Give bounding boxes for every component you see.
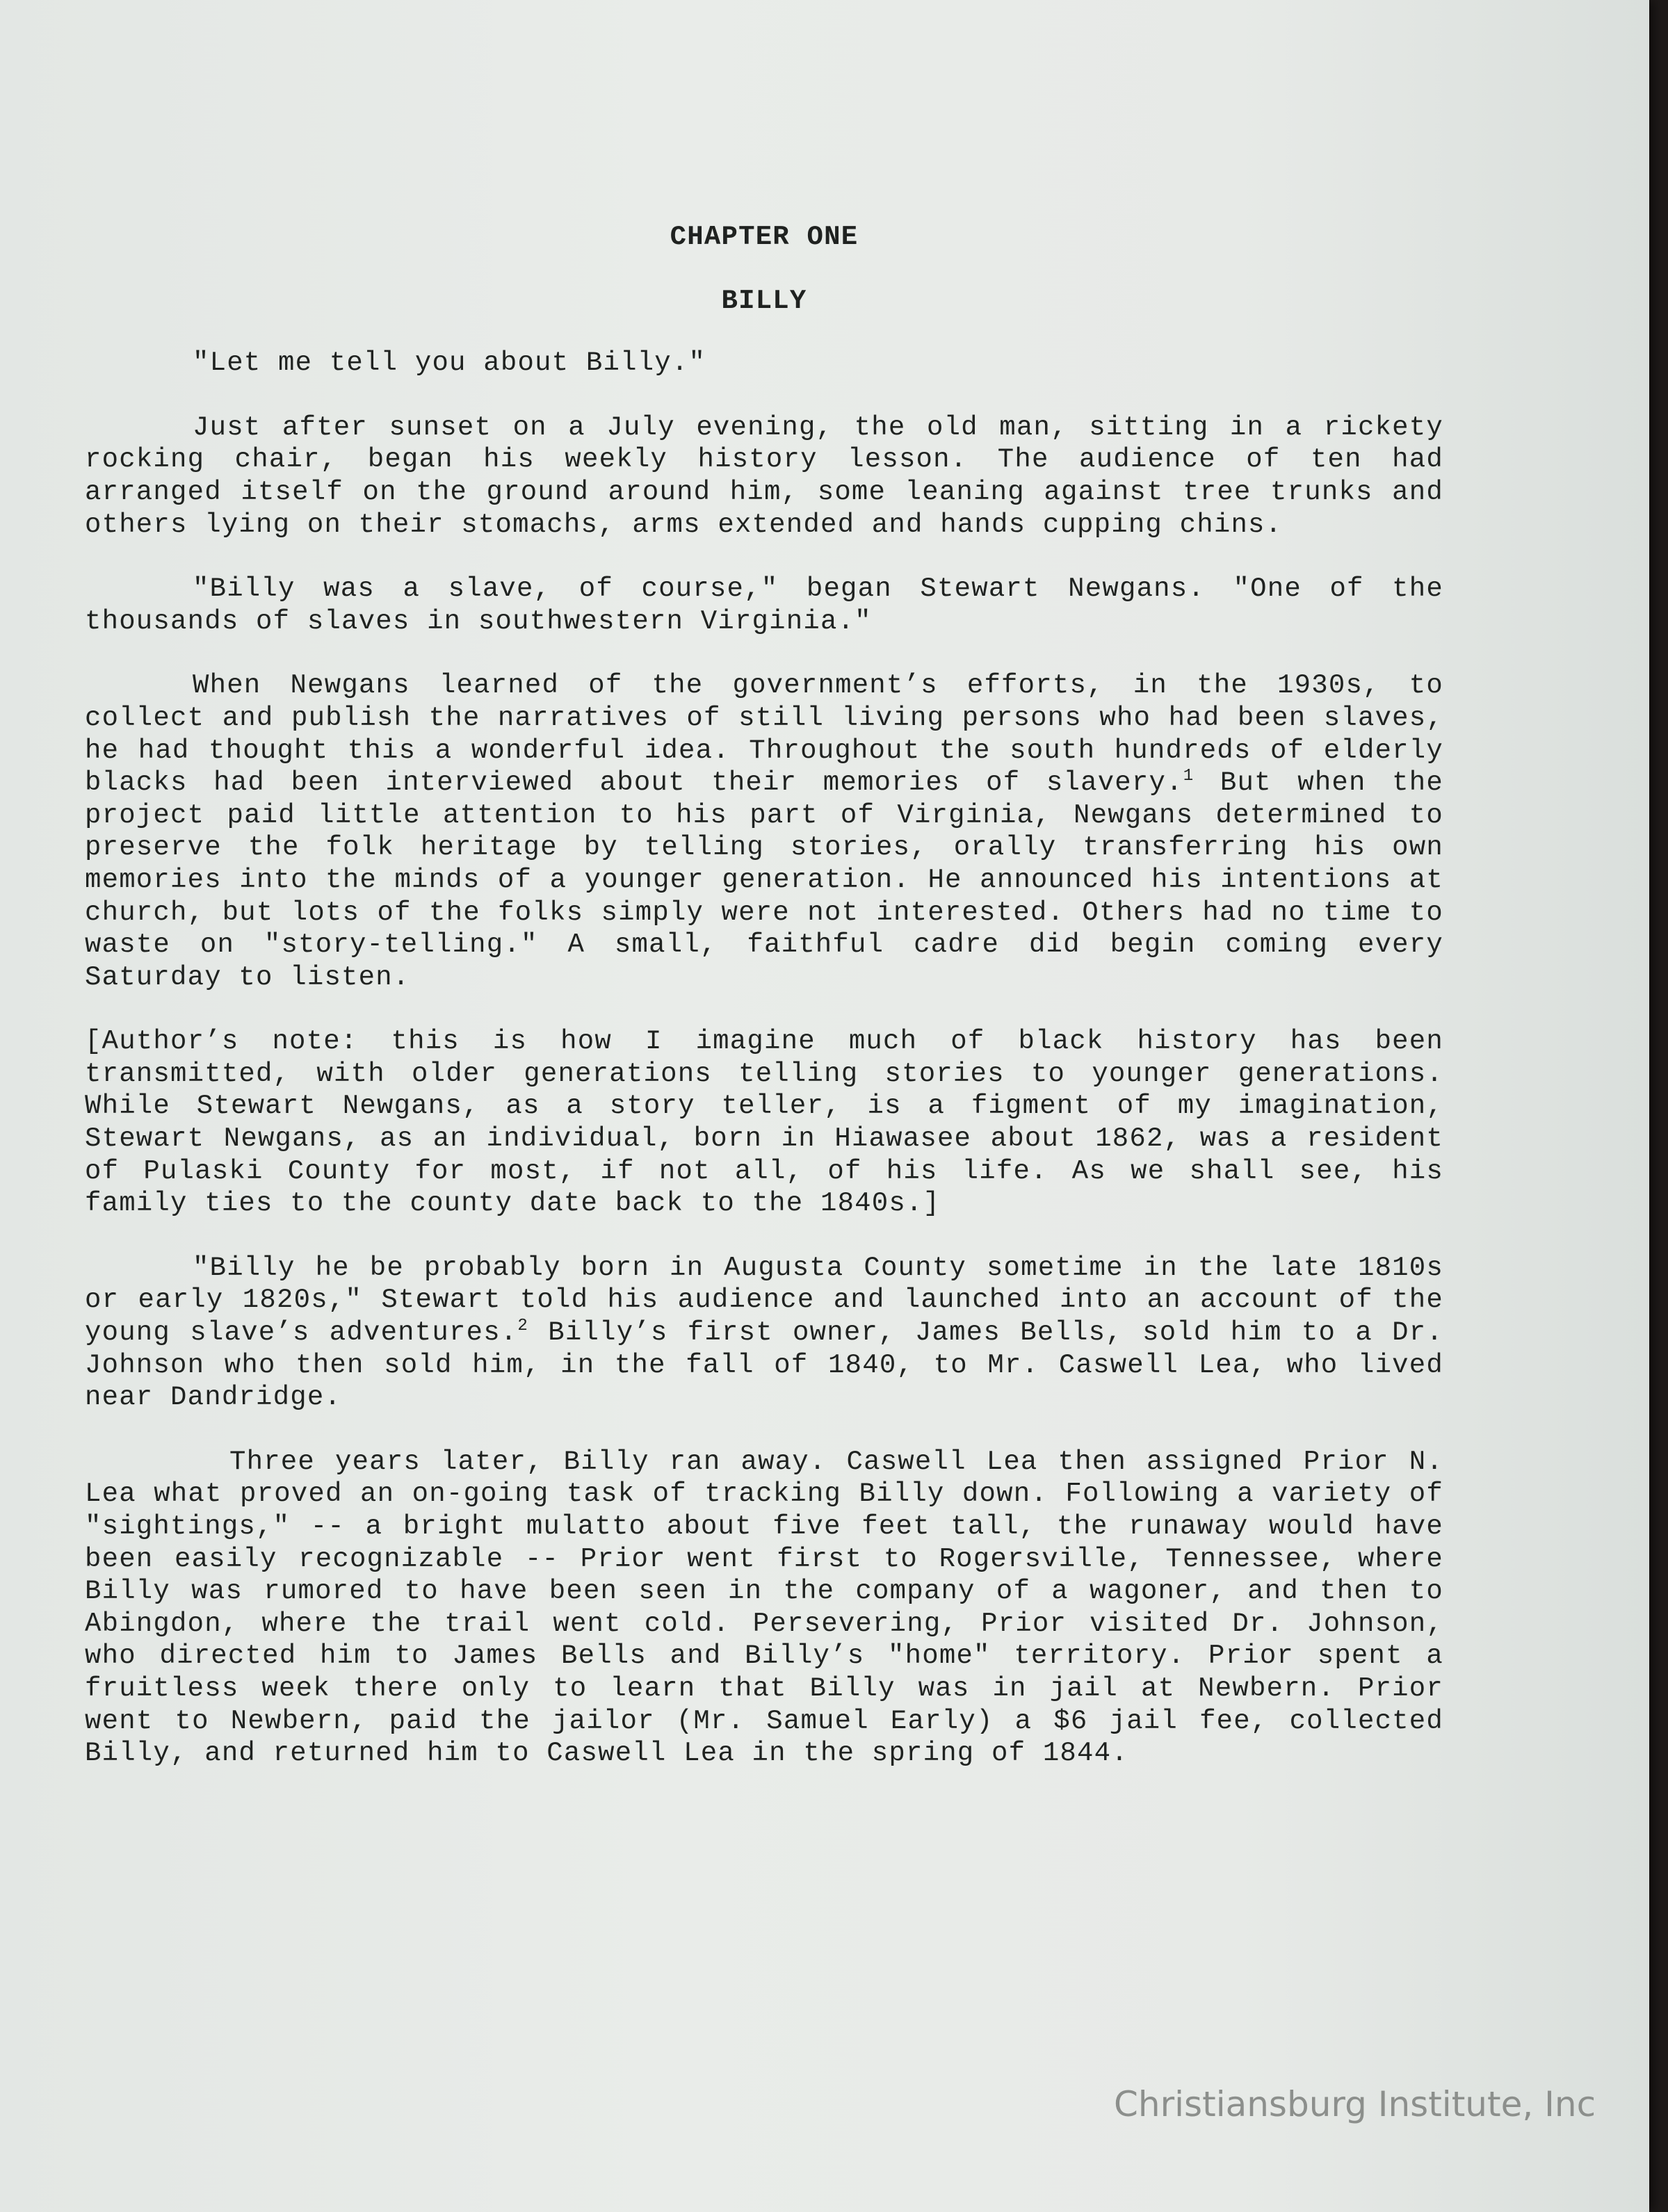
paragraph-6-text-after: Billy’s first owner, James Bells, sold him to a Dr. Johnson who then sold him, in the fall of 1840, to Mr. Caswell Lea, who lived near Dandridge. — [85, 1317, 1443, 1413]
paragraph-4-text-after: But when the project paid little attention to his part of Virginia, Newgans determined to preserve the folk heritage by telling stories, orally transferring his own memories into the minds of a younger generation. He announced his intentions at church, but lots of the folks simply were not interested. Others had no time to waste on "story-telling." A small, faithful cadre did begin coming every Saturday to listen. — [85, 767, 1443, 993]
paragraph-3: "Billy was a slave, of course," began Stewart Newgans. "One of the thousands of slaves in southwestern Virginia." — [85, 574, 1443, 637]
paragraph-7: Three years later, Billy ran away. Caswell Lea then assigned Prior N. Lea what proved an on-going task of tracking Billy down. Following a variety of "sightings," -- a bright mulatto about five feet tall, the runaway would have been easily recognizable -- Prior went first to Rogersville, Tennessee, where Billy was rumored to have been seen in the company of a wagoner, and then to Abingdon, where the trail went cold. Persevering, Prior visited Dr. Johnson, who directed him to James Bells and Billy’s "home" territory. Prior spent a fruitless week there only to learn that Billy was in jail at Newbern. Prior went to Newbern, paid the jailor (Mr. Samuel Early) a $6 jail fee, collected Billy, and returned him to Caswell Lea in the spring of 1844. — [85, 1446, 1443, 1769]
author-note: [Author’s note: this is how I imagine much of black history has been transmitted, with older generations telling stories to younger generations. While Stewart Newgans, as a story teller, is a figment of my imagination, Stewart Newgans, as an individual, born in Hiawasee about 1862, was a resident of Pulaski County for most, if not all, of his life. As we shall see, his family ties to the county date back to the 1840s.] — [85, 1026, 1443, 1219]
paragraph-4-text: When Newgans learned of the government’s efforts, in the 1930s, to collect and publish the narratives of still living persons who had been slaves, he had thought this a wonderful idea. Throughout the south hundreds of elderly blacks had been interviewed about their memories of slavery. — [85, 670, 1443, 799]
page-content — [85, 221, 1443, 1802]
paragraph-1: "Let me tell you about Billy." — [193, 348, 706, 379]
paragraph-2: Just after sunset on a July evening, the old man, sitting in a rickety rocking chair, began his weekly history lesson. The audience of ten had arranged itself on the ground around him, some leaning against tree trunks and others lying on their stomachs, arms extended and hands cupping chins. — [85, 412, 1443, 540]
footnote-ref-2: 2 — [517, 1317, 529, 1336]
paragraph-6 — [85, 1252, 1443, 1414]
paragraph-4 — [85, 669, 1443, 993]
chapter-title: BILLY — [721, 285, 807, 316]
paragraph-6-text: "Billy he be probably born in Augusta County sometime in the late 1810s or early 1820s," Stewart told his audience and launched into an account of the young slave’s adventures. — [85, 1252, 1443, 1349]
watermark-text: Christiansburg Institute, Inc — [1114, 2084, 1596, 2124]
chapter-heading: CHAPTER ONE — [670, 222, 859, 252]
footnote-ref-1: 1 — [1183, 767, 1195, 786]
